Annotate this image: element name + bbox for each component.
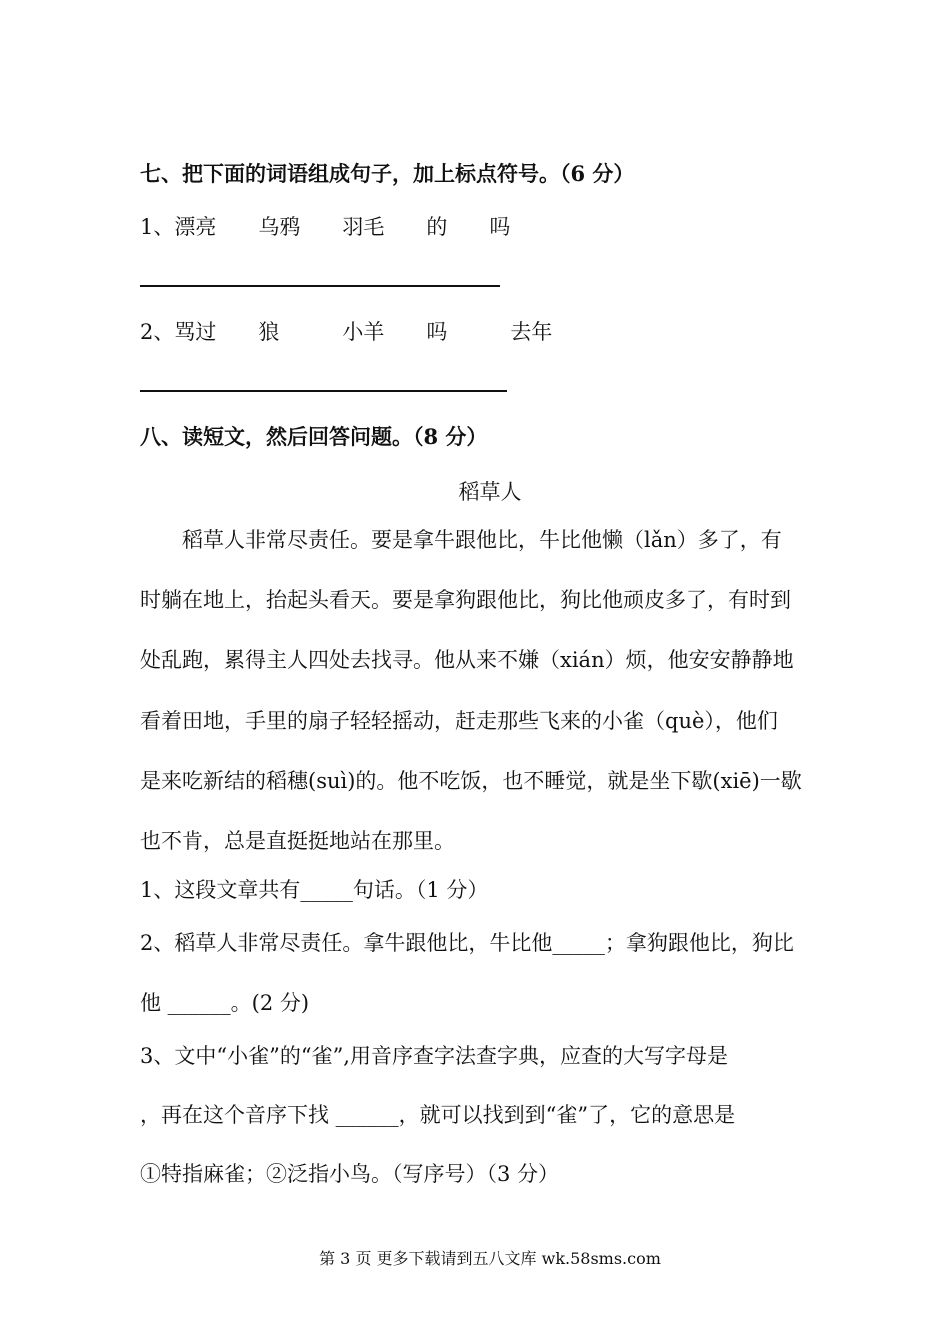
passage-line: 看着田地，手里的扇子轻轻摇动，赶走那些飞来的小雀（què），他们 <box>140 709 778 733</box>
section7-heading: 七、把下面的词语组成句子，加上标点符号。（6 分） <box>140 161 635 186</box>
question-8-2: 2、稻草人非常尽责任。拿牛跟他比，牛比他_____；拿狗跟他比，狗比 <box>140 931 794 955</box>
answer-line-7-1 <box>140 285 500 287</box>
passage-line: 稻草人非常尽责任。要是拿牛跟他比，牛比他懒（lǎn）多了，有 <box>140 528 782 552</box>
question-8-3: 3、文中“小雀”的“雀”,用音序查字法查字典，应查的大写字母是 <box>140 1044 728 1068</box>
question-7-1: 1、漂亮 乌鸦 羽毛 的 吗 <box>140 215 511 239</box>
page-footer: 第 3 页 更多下载请到五八文库 wk.58sms.com <box>319 1249 661 1268</box>
question-8-3-cont2: ①特指麻雀；②泛指小鸟。（写序号）（3 分） <box>140 1162 560 1186</box>
question-8-1: 1、这段文章共有_____句话。（1 分） <box>140 878 489 902</box>
question-8-2-cont: 他 ______。(2 分) <box>140 991 310 1015</box>
question-8-3-cont: ，再在这个音序下找 ______，就可以找到到“雀”了，它的意思是 <box>140 1103 736 1127</box>
passage-line: 也不肯，总是直挺挺地站在那里。 <box>140 829 455 853</box>
passage-line: 是来吃新结的稻穗(suì)的。他不吃饭，也不睡觉，就是坐下歇(xiē)一歇 <box>140 769 802 793</box>
answer-line-7-2 <box>140 390 507 392</box>
question-7-2: 2、骂过 狼 小羊 吗 去年 <box>140 320 553 344</box>
section8-heading: 八、读短文，然后回答问题。（8 分） <box>140 424 488 449</box>
passage-line: 时躺在地上，抬起头看天。要是拿狗跟他比，狗比他顽皮多了，有时到 <box>140 588 791 612</box>
passage-title: 稻草人 <box>458 480 522 504</box>
passage-line: 处乱跑，累得主人四处去找寻。他从来不嫌（xián）烦，他安安静静地 <box>140 648 794 672</box>
